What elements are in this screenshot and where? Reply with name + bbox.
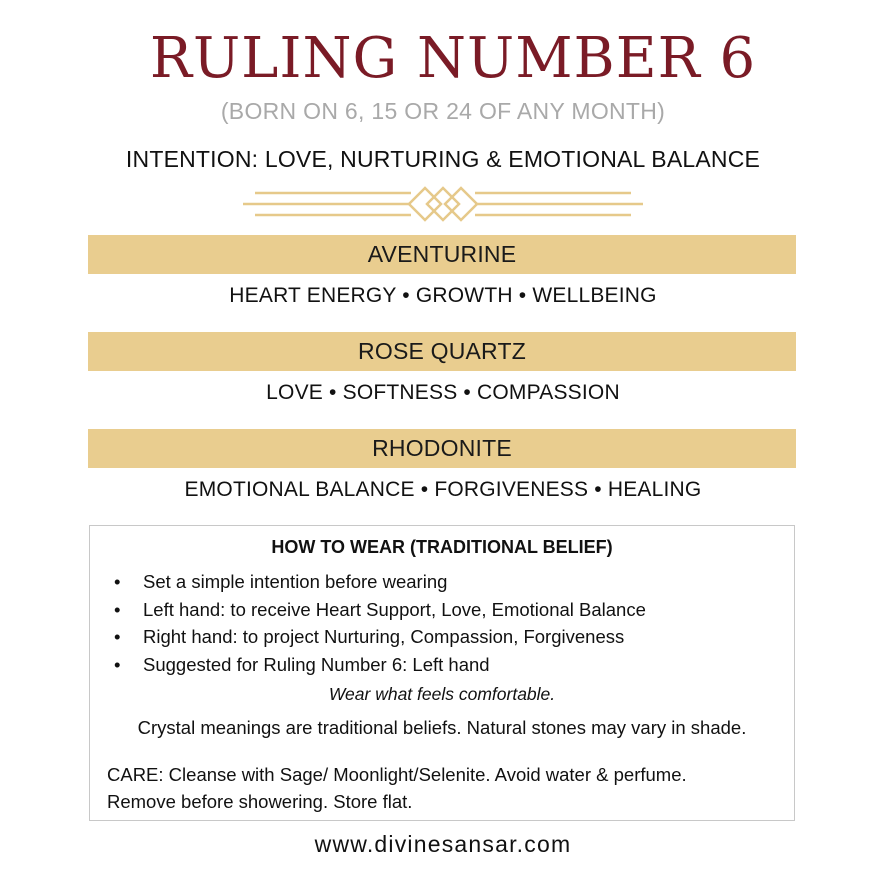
crystal-header-rose-quartz: ROSE QUARTZ <box>88 332 796 371</box>
crystal-header-aventurine: AVENTURINE <box>88 235 796 274</box>
bullet-icon: • <box>114 654 121 676</box>
list-item: • Suggested for Ruling Number 6: Left hand <box>112 651 646 679</box>
care-instructions <box>107 761 687 815</box>
bullet-icon: • <box>114 598 121 620</box>
crystal-traits-rhodonite: EMOTIONAL BALANCE • FORGIVENESS • HEALING <box>184 478 702 501</box>
bullet-icon: • <box>114 626 121 648</box>
crystal-traits-aventurine: HEART ENERGY • GROWTH • WELLBEING <box>229 284 657 307</box>
disclaimer: Crystal meanings are traditional beliefs. Natural stones may vary in shade. <box>137 717 747 738</box>
list-item: • Set a simple intention before wearing <box>112 568 646 596</box>
how-to-wear-heading: HOW TO WEAR (TRADITIONAL BELIEF) <box>271 537 613 557</box>
website-url: www.divinesansar.com <box>314 831 572 857</box>
birth-dates-subtitle: (BORN ON 6, 15 OR 24 OF ANY MONTH) <box>220 98 666 124</box>
how-to-wear-list <box>112 568 646 679</box>
intention-line: INTENTION: LOVE, NURTURING & EMOTIONAL BALANCE <box>125 146 761 172</box>
list-item: • Right hand: to project Nurturing, Compassion, Forgiveness <box>112 623 646 651</box>
list-item: • Left hand: to receive Heart Support, Love, Emotional Balance <box>112 596 646 624</box>
crystal-traits-rose-quartz: LOVE • SOFTNESS • COMPASSION <box>266 381 620 404</box>
crystal-header-rhodonite: RHODONITE <box>88 429 796 468</box>
ornamental-divider <box>243 182 643 226</box>
care-line: Remove before showering. Store flat. <box>107 791 413 812</box>
bullet-icon: • <box>114 571 121 592</box>
page-title: RULING NUMBER 6 <box>149 26 757 91</box>
how-to-wear-box <box>89 525 795 821</box>
care-line: CARE: Cleanse with Sage/ Moonlight/Selenite. Avoid water & perfume. <box>107 764 687 785</box>
comfort-note: Wear what feels comfortable. <box>328 684 556 704</box>
